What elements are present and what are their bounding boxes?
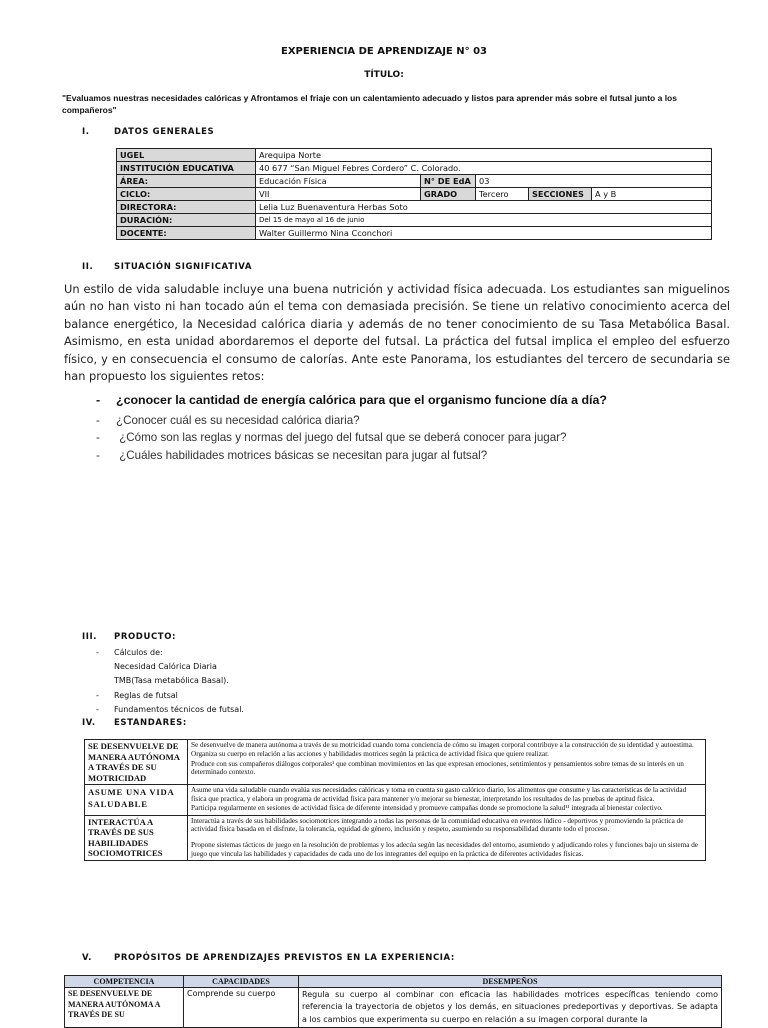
section-propositos	[82, 953, 455, 963]
section-title: SITUACIÓN SIGNIFICATIVA	[114, 262, 253, 272]
list-item: Necesidad Calórica Diaria	[114, 662, 217, 672]
table-row	[85, 785, 706, 815]
list-item: - Cálculos de:	[96, 648, 163, 657]
docente-label: DOCENTE:	[117, 227, 256, 240]
reto-principal	[96, 393, 736, 407]
section-number: V.	[82, 953, 92, 963]
ie-label: INSTITUCIÓN EDUCATIVA	[117, 162, 256, 175]
column-header: CAPACIDADES	[184, 976, 299, 988]
section-number: I.	[82, 127, 90, 137]
docente-value: Walter Guillermo Nina Cconchori	[256, 227, 712, 240]
reto-item	[96, 431, 736, 444]
desempeno-cell: Regula su cuerpo al combinar con eficacia las habilidades motrices específicas teniendo como referencia la trayectoria de objetos y los demás, en situaciones predeportivas y deportivas. Se adapta a los cambios que experimenta su cuerpo en relación a su imagen corporal durante la	[299, 988, 722, 1028]
experience-title: "Evaluamos nuestras necesidades calóricas y Afrontamos el friaje con un calentamiento adecuado y listos para aprender más sobre el futsal junto a los compañeros"	[62, 93, 677, 115]
ciclo-value: VII	[256, 188, 421, 201]
document-title: EXPERIENCIA DE APRENDIZAJE N° 03	[281, 46, 487, 57]
directora-label: DIRECTORA:	[117, 201, 256, 214]
column-header: COMPETENCIA	[65, 976, 184, 988]
section-title: DATOS GENERALES	[114, 127, 215, 137]
ie-value: 40 677 “San Miguel Febres Cordero” C. Colorado.	[256, 162, 712, 175]
reto-text: ¿Cuáles habilidades motrices básicas se necesitan para jugar al futsal?	[116, 449, 488, 462]
ciclo-label: CICLO:	[117, 188, 256, 201]
list-item: TMB(Tasa metabólica Basal).	[114, 676, 229, 686]
propositos-table	[64, 975, 722, 1028]
table-row	[85, 815, 706, 861]
grado-value: Tercero	[476, 188, 529, 201]
reto-item	[96, 414, 736, 427]
secciones-value: A y B	[592, 188, 712, 201]
section-title: PRODUCTO:	[114, 632, 177, 642]
list-item: - Fundamentos técnicos de futsal.	[96, 704, 244, 714]
table-row	[85, 740, 706, 785]
reto-item	[96, 449, 736, 462]
list-item: - Reglas de futsal	[96, 690, 178, 700]
competencia-cell: SE DESENVUELVE DE MANERA AUTÓNOMA A TRAVÉS DE SU MOTRICIDAD	[85, 740, 188, 785]
column-header: DESEMPEÑOS	[299, 976, 722, 988]
grado-label: GRADO	[421, 188, 476, 201]
bullet-dash: -	[96, 414, 100, 427]
table-header-row	[65, 976, 722, 988]
datos-generales-table	[116, 148, 712, 240]
section-producto	[82, 632, 176, 642]
table-row	[65, 988, 722, 1028]
duracion-label: DURACIÓN:	[117, 214, 256, 227]
eda-label: N° DE EdA	[421, 175, 476, 188]
section-datos-generales	[82, 127, 214, 137]
estandar-cell: Se desenvuelve de manera autónoma a través de su motricidad cuando toma conciencia de cómo su imagen corporal contribuye a la construcción de su identidad y autoestima. Organiza su cuerpo en relación a las acciones y habilidades motrices según la práctica de actividad física que quiere realizar. Produce con sus compañeros diálogos corporales¹ que combinan movimientos en las que expresan emociones, sentimientos y pensamientos sobre temas de su interés en un determinado contexto.	[188, 740, 706, 785]
competencia-cell: ASUME UNA VIDA SALUDABLE	[85, 785, 188, 815]
reto-text: ¿Cómo son las reglas y normas del juego del futsal que se deberá conocer para jugar?	[116, 431, 567, 444]
ugel-label: UGEL	[117, 149, 256, 162]
competencia-cell: INTERACTÚA A TRAVÉS DE SUS HABILIDADES SOCIOMOTRICES	[85, 815, 188, 861]
bullet-dash: -	[96, 449, 100, 462]
ugel-value: Arequipa Norte	[256, 149, 712, 162]
directora-value: Lelia Luz Buenaventura Herbas Soto	[256, 201, 712, 214]
bullet-dash: -	[96, 431, 100, 444]
section-title: ESTANDARES:	[114, 718, 187, 728]
section-estandares	[82, 718, 187, 728]
reto-principal-text: ¿conocer la cantidad de energía calórica para que el organismo funcione día a día?	[116, 393, 607, 407]
secciones-label: SECCIONES	[529, 188, 592, 201]
eda-value: 03	[476, 175, 712, 188]
competencia-cell: SE DESENVUELVE DE MANERA AUTÓNOMA A TRAVÉS DE SU	[65, 988, 184, 1028]
section-situacion	[82, 262, 252, 272]
estandares-table	[84, 739, 706, 861]
area-value: Educación Física	[256, 175, 421, 188]
bullet-dash: -	[96, 393, 101, 407]
estandar-cell: Interactúa a través de sus habilidades sociomotrices integrando a todas las personas de la comunidad educativa en eventos lúdico - deportivos y promoviendo la práctica de actividad física basada en el disfrute, la tolerancia, equidad de género, inclusión y respeto, asumiendo su responsabilidad durante todo el proceso. Propone sistemas tácticos de juego en la resolución de problemas y los adecúa según las necesidades del entorno, asumiendo y adjudicando roles y funciones bajo un sistema de juego que vincula las habilidades y capacidades de cada uno de los integrantes del equipo en la práctica de diferentes actividades físicas.	[188, 815, 706, 861]
reto-text: ¿Conocer cuál es su necesidad calórica diaria?	[116, 414, 360, 427]
document-subtitle: TÍTULO:	[364, 70, 404, 80]
area-label: ÁREA:	[117, 175, 256, 188]
section-title: PROPÓSITOS DE APRENDIZAJES PREVISTOS EN LA EXPERIENCIA:	[114, 953, 455, 963]
section-number: III.	[82, 632, 98, 642]
estandar-cell: Asume una vida saludable cuando evalúa sus necesidades calóricas y toma en cuenta su gasto calórico diario, los alimentos que consume y las características de la actividad física que practica, y elabora un programa de actividad física para mantener y/o mejorar su bienestar, interpretando los resultados de las pruebas de aptitud física. Participa regularmente en sesiones de actividad física de diferente intensidad y promueve campañas donde se promocione la salud¹¹ integrada al bienestar colectivo.	[188, 785, 706, 815]
duracion-value: Del 15 de mayo al 16 de junio	[256, 214, 712, 227]
capacidad-cell: Comprende su cuerpo	[184, 988, 299, 1028]
situacion-paragraph: Un estilo de vida saludable incluye una buena nutrición y actividad física adecuada. Los estudiantes san miguelinos aún no han visto ni han tocado aún el tema con demasiada precisión. Se tiene un relativo conocimiento acerca del balance energético, la Necesidad calórica diaria y además de no tener conocimiento de su Tasa Metabólica Basal. Asimismo, en esta unidad abordaremos el deporte del futsal. La práctica del futsal implica el empleo del esfuerzo físico, y en consecuencia el consumo de calorías. Ante este Panorama, los estudiantes del tercero de secundaria se han propuesto los siguientes retos:	[64, 282, 730, 384]
producto-list	[96, 646, 244, 717]
section-number: IV.	[82, 718, 96, 728]
section-number: II.	[82, 262, 94, 272]
